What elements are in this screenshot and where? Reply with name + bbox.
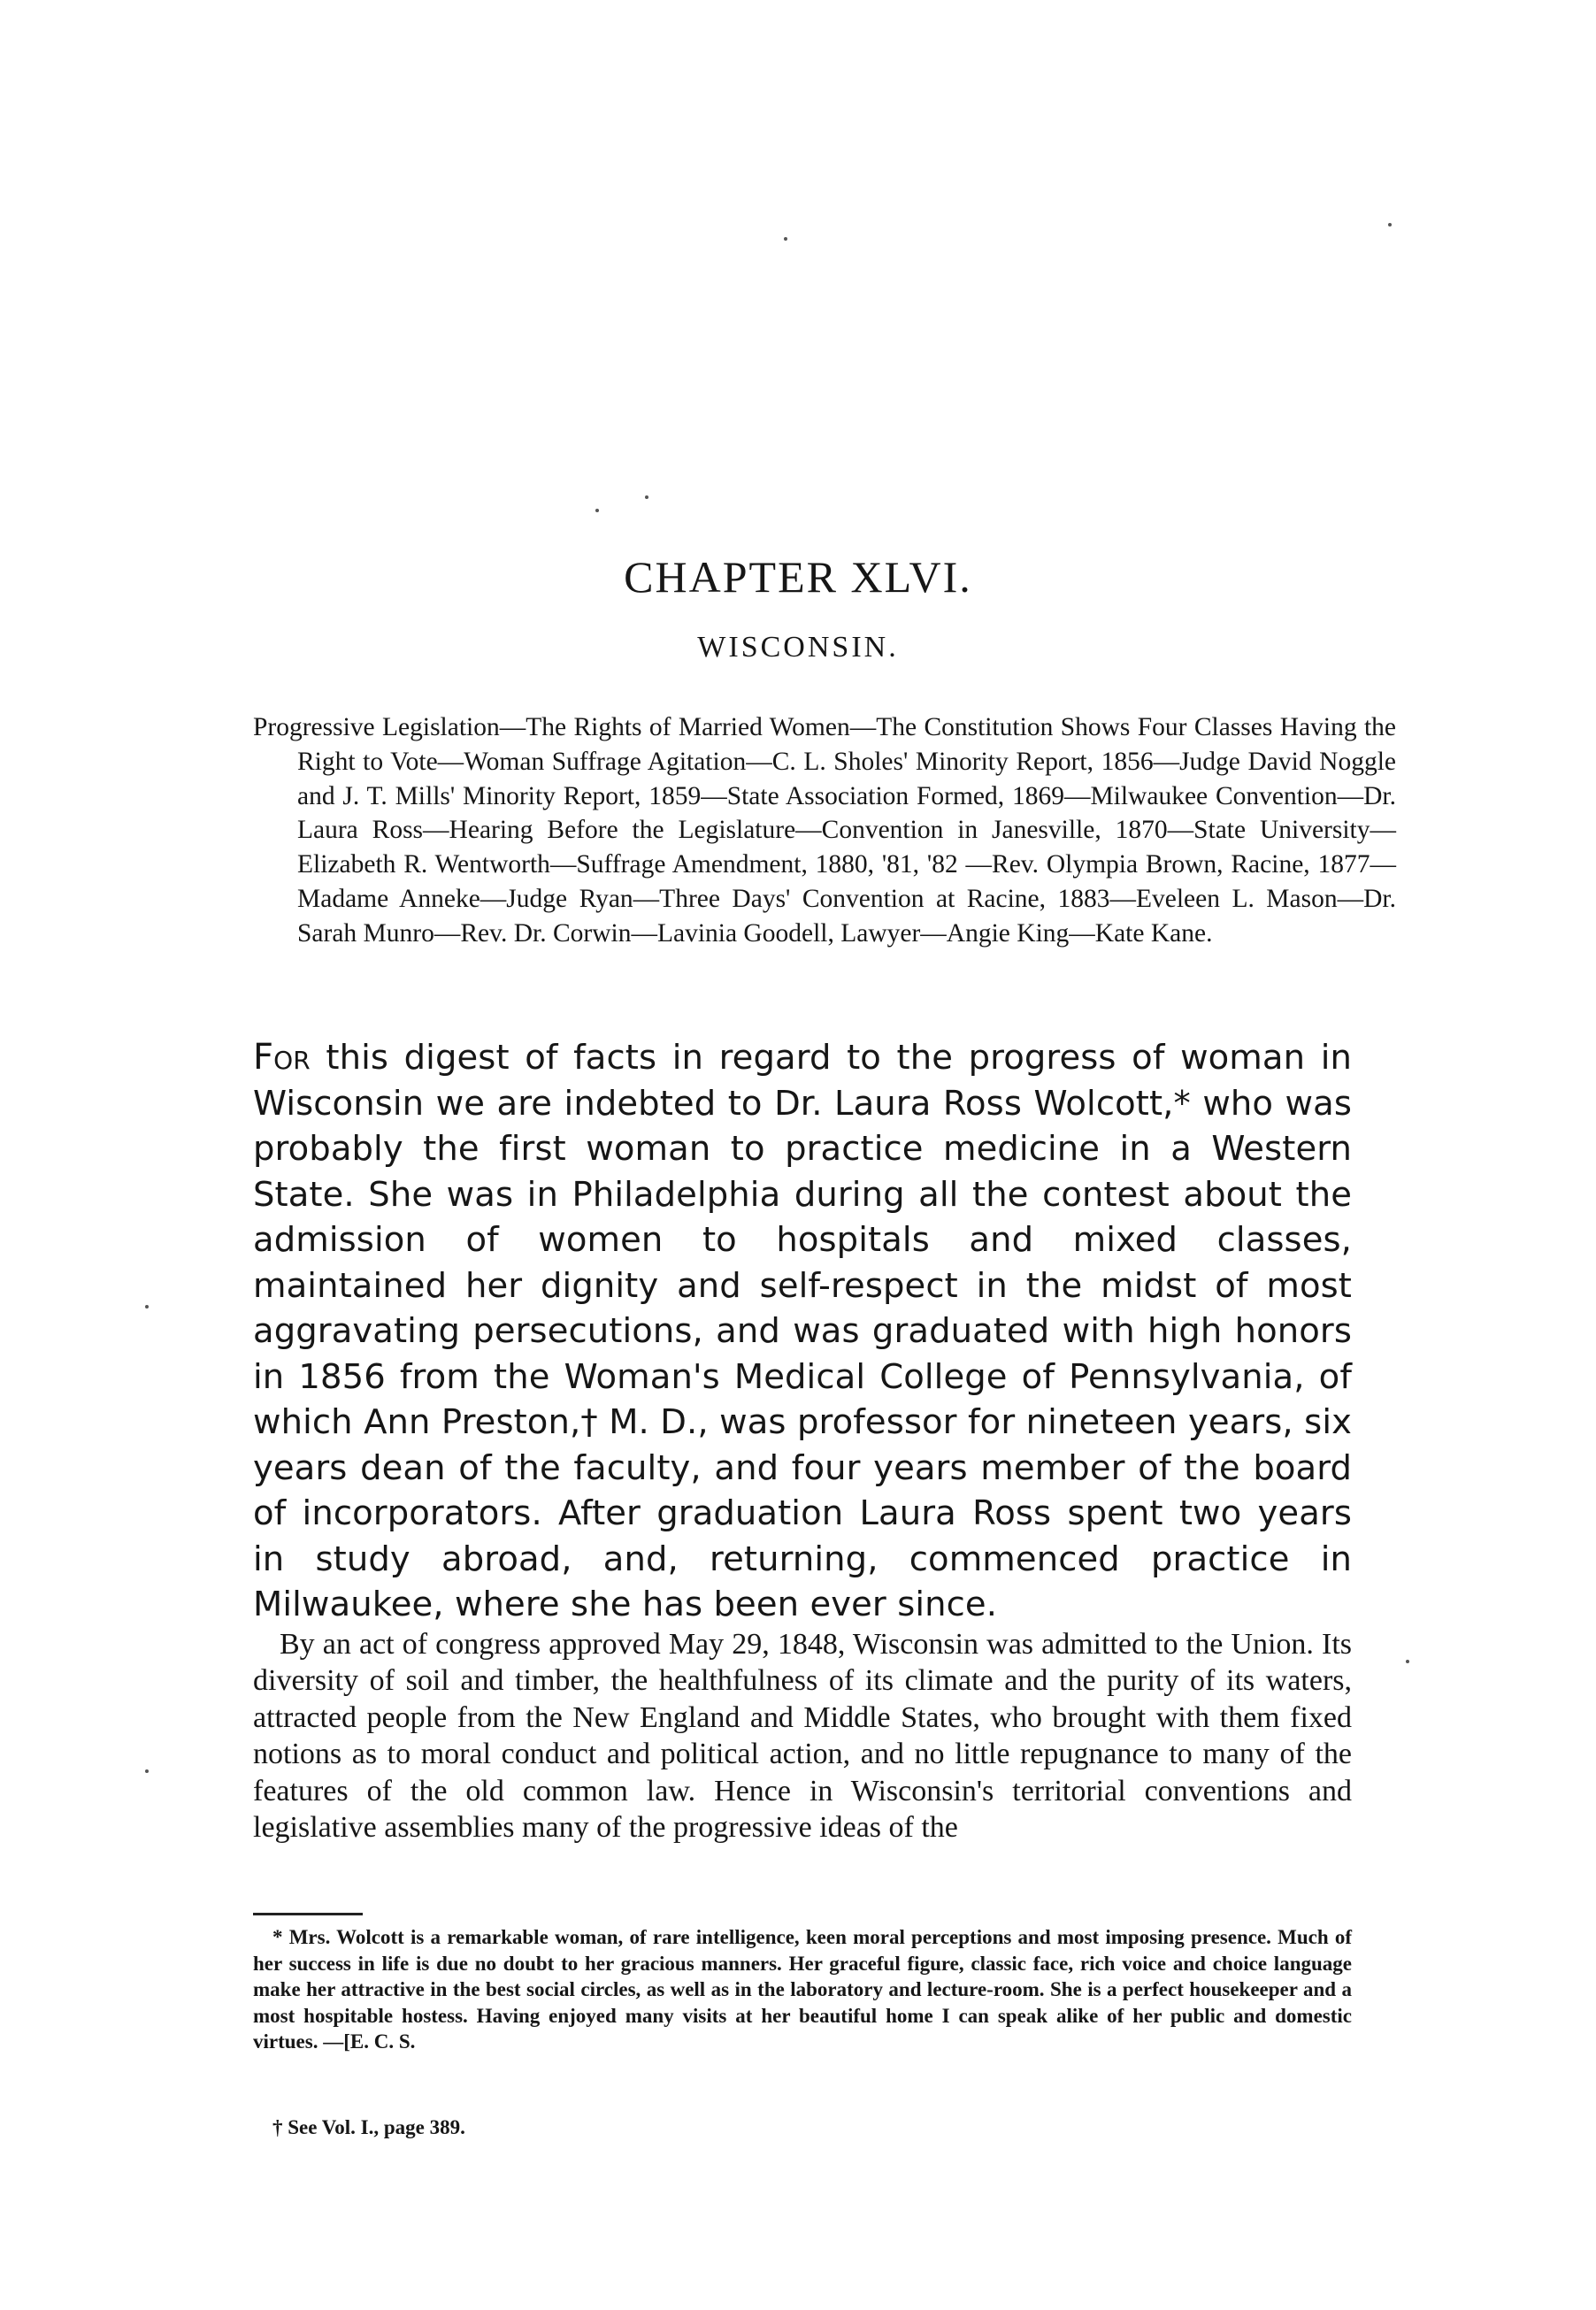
scan-speck — [645, 495, 648, 499]
chapter-heading: CHAPTER XLVI. — [624, 552, 972, 602]
scan-speck — [595, 509, 599, 512]
scan-speck — [1388, 223, 1392, 226]
body-paragraph: By an act of congress approved May 29, 1848, Wisconsin was admitted to the Union. Its diversity of soil and timber, the healthfulness of its climate and the purity of its waters, attracted people from the New England and Middle States, who brought with them fixed notions as to moral conduct and political action, and no little repugnance to many of the features of the old common law. Hence in Wisconsin's territorial conventions and legislative assemblies many of the progressive ideas of the — [253, 1628, 1352, 1845]
chapter-summary: Progressive Legislation—The Rights of Married Women—The Constitution Shows Four Classes Having the Right to Vote—Woman Suffrage Agitation—C. L. Sholes' Minority Report, 1856—Judge David Noggle and J. T. Mills' Minority Report, 1859—State Association Formed, 1869—Milwaukee Convention—Dr. Laura Ross—Hearing Before the Legislature—Convention in Janesville, 1870—State University—Elizabeth R. Wentworth—Suffrage Amendment, 1880, '81, '82 —Rev. Olympia Brown, Racine, 1877—Madame Anneke—Judge Ryan—Three Days' Convention at Racine, 1883—Eveleen L. Mason—Dr. Sarah Munro—Rev. Dr. Corwin—Lavinia Goodell, Lawyer—Angie King—Kate Kane. — [253, 713, 1396, 948]
scan-speck — [145, 1305, 149, 1308]
scan-speck — [784, 237, 787, 241]
lead-first-word: For — [253, 1037, 311, 1078]
footnote: † See Vol. I., page 389. — [272, 2116, 465, 2138]
scan-speck — [145, 1769, 149, 1773]
footnote: * Mrs. Wolcott is a remarkable woman, of rare intelligence, keen moral perceptions and most imposing presence. Much of her success in life is due no doubt to her gracious manners. Her graceful figure, classic face, rich voice and choice language make her attractive in the best social circles, as well as in the laboratory and lecture-room. She is a perfect housekeeper and a most hospitable hostess. Having enjoyed many visits at her beautiful home I can speak alike of her public and domestic virtues. —[E. C. S. — [253, 1926, 1352, 2053]
lead-text: this digest of facts in regard to the progress of woman in Wisconsin we are indebted to Dr. Laura Ross Wolcott,* who was probably the first woman to practice medicine in a Western State. She was in Philadelphia during all the contest about the admission of women to hospitals and mixed classes, maintained her dignity and self-respect in the midst of most aggravating persecutions, and was graduated with high honors in 1856 from the Woman's Medical College of Pennsylvania, of which Ann Preston,† M. D., was professor for nineteen years, six years dean of the faculty, and four years member of the board of incorporators. After graduation Laura Ross spent two years in study abroad, and, returning, commenced practice in Milwaukee, where she has been ever since. — [253, 1038, 1352, 1624]
chapter-subtitle: WISCONSIN. — [697, 631, 899, 664]
lead-paragraph — [253, 1035, 1352, 1628]
scan-speck — [1406, 1660, 1409, 1663]
footnote-rule — [253, 1913, 363, 1915]
